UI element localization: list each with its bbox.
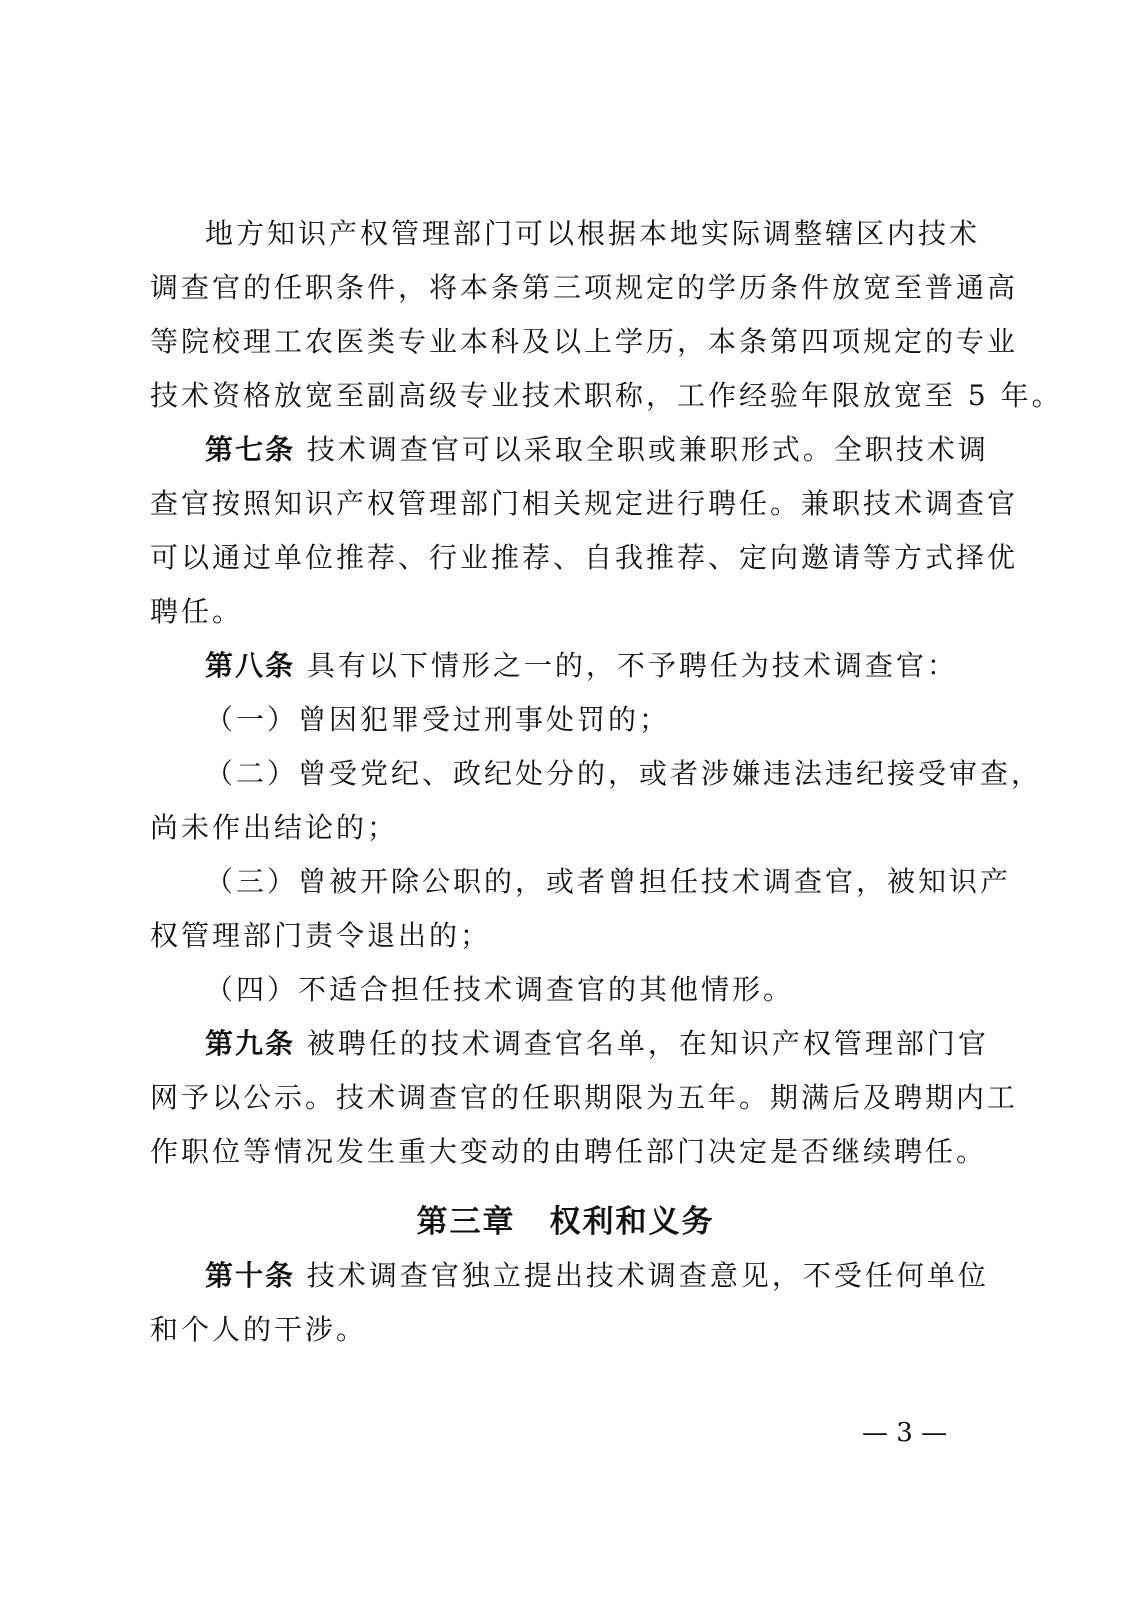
article-10-first-line — [205, 1249, 989, 1303]
chapter-number: 第三章 — [416, 1204, 516, 1240]
article-8-item-3-cont: 权管理部门责令退出的； — [150, 919, 492, 952]
article-7-line: 聘任。 — [150, 595, 244, 628]
chapter-heading — [0, 1195, 1131, 1249]
article-8-first-line — [205, 639, 958, 693]
article-8-item-1: （一）曾因犯罪受过刑事处罚的； — [205, 703, 671, 736]
article-8-label: 第八条 — [205, 649, 296, 682]
article-9-first-line — [205, 1017, 989, 1071]
article-7-first-line — [205, 423, 989, 477]
article-8-intro: 具有以下情形之一的，不予聘任为技术调查官： — [306, 649, 958, 682]
article-8-item-2-cont: 尚未作出结论的； — [150, 811, 399, 844]
page-number: — 3 — — [862, 1418, 948, 1448]
article-7-line: 可以通过单位推荐、行业推荐、自我推荐、定向邀请等方式择优 — [150, 541, 1019, 574]
article-9-line: 网予以公示。技术调查官的任职期限为五年。期满后及聘期内工 — [150, 1081, 1019, 1114]
paragraph-line: 等院校理工农医类专业本科及以上学历，本条第四项规定的专业 — [150, 325, 1019, 358]
article-9-label: 第九条 — [205, 1027, 296, 1060]
paragraph-line: 调查官的任职条件，将本条第三项规定的学历条件放宽至普通高 — [150, 271, 1019, 304]
paragraph-line: 地方知识产权管理部门可以根据本地实际调整辖区内技术 — [205, 217, 981, 250]
article-8-item-2: （二）曾受党纪、政纪处分的，或者涉嫌违法违纪接受审查， — [205, 757, 1043, 790]
article-7-line: 查官按照知识产权管理部门相关规定进行聘任。兼职技术调查官 — [150, 487, 1019, 520]
article-10-text: 技术调查官独立提出技术调查意见，不受任何单位 — [306, 1259, 989, 1292]
article-9-line: 作职位等情况发生重大变动的由聘任部门决定是否继续聘任。 — [150, 1135, 988, 1168]
article-9-text: 被聘任的技术调查官名单，在知识产权管理部门官 — [306, 1027, 989, 1060]
article-10-label: 第十条 — [205, 1259, 296, 1292]
article-10-line: 和个人的干涉。 — [150, 1313, 368, 1346]
article-7-text: 技术调查官可以采取全职或兼职形式。全职技术调 — [306, 433, 989, 466]
article-7-label: 第七条 — [205, 433, 296, 466]
article-8-item-3: （三）曾被开除公职的，或者曾担任技术调查官，被知识产 — [205, 865, 1012, 898]
article-8-item-4: （四）不适合担任技术调查官的其他情形。 — [205, 973, 795, 1006]
paragraph-line: 技术资格放宽至副高级专业技术职称，工作经验年限放宽至 5 年。 — [150, 379, 1063, 412]
chapter-title: 权利和义务 — [549, 1204, 715, 1240]
